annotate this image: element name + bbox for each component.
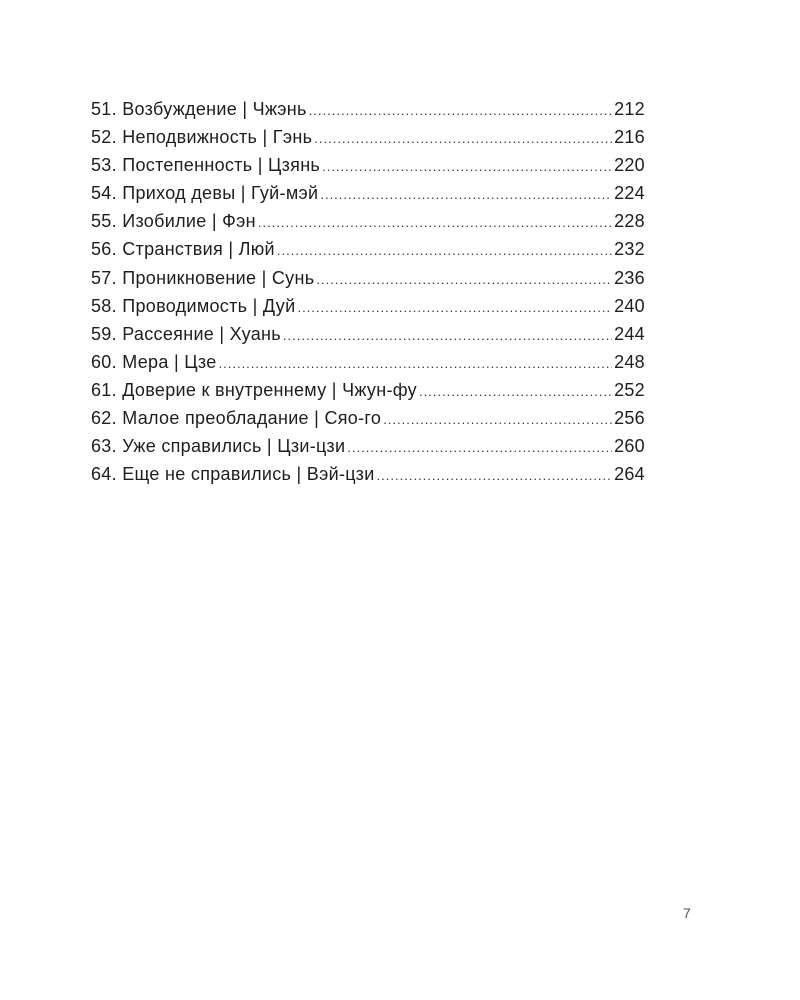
toc-entry[interactable] (91, 268, 645, 296)
toc-dot-leader (320, 187, 612, 202)
toc-entry-page: 224 (614, 183, 645, 204)
toc-dot-leader (258, 215, 612, 230)
toc-entry-title: 53. Постепенность | Цзянь (91, 155, 321, 176)
toc-dot-leader (419, 384, 612, 399)
toc-entry-title: 60. Мера | Цзе (91, 351, 217, 372)
toc-entry[interactable] (91, 211, 645, 239)
toc-entry-title: 51. Возбуждение | Чжэнь (91, 99, 307, 119)
toc-dot-leader (309, 103, 612, 118)
toc-entry-page: 264 (614, 464, 645, 485)
toc-dot-leader (316, 272, 612, 287)
toc-entry-title: 59. Рассеяние | Хуань (91, 323, 281, 344)
toc-entry-title: 63. Уже справились | Цзи-цзи (91, 436, 346, 457)
toc-entry[interactable] (91, 324, 645, 352)
toc-entry-title: 56. Странствия | Люй (91, 239, 275, 260)
toc-dot-leader (283, 328, 612, 343)
toc-dot-leader (377, 468, 613, 483)
toc-dot-leader (219, 356, 613, 371)
toc-entry-title: 64. Еще не справились | Вэй-цзи (91, 464, 375, 485)
toc-entry[interactable] (91, 239, 645, 267)
toc-entry-page: 228 (614, 211, 645, 232)
toc-entry-page: 260 (614, 436, 645, 457)
toc-entry-page: 212 (614, 99, 645, 119)
toc-dot-leader (314, 131, 612, 146)
toc-entry-page: 216 (614, 127, 645, 148)
toc-entry[interactable] (91, 296, 645, 324)
toc-entry[interactable] (91, 436, 645, 464)
toc-entry[interactable] (91, 155, 645, 183)
toc-entry-page: 232 (614, 239, 645, 260)
toc-entry[interactable] (91, 99, 645, 127)
toc-entry[interactable] (91, 127, 645, 155)
toc-dot-leader (322, 159, 612, 174)
toc-dot-leader (297, 300, 612, 315)
toc-entry-page: 256 (614, 408, 645, 429)
toc-entry-title: 58. Проводимость | Дуй (91, 295, 296, 316)
page-number: 7 (683, 905, 691, 921)
toc-entry-page: 252 (614, 379, 645, 400)
toc-entry[interactable] (91, 380, 645, 408)
toc-entry[interactable] (91, 464, 645, 492)
table-of-contents (91, 99, 645, 492)
toc-dot-leader (347, 440, 612, 455)
toc-entry-title: 52. Неподвижность | Гэнь (91, 127, 313, 148)
toc-entry[interactable] (91, 408, 645, 436)
toc-entry-page: 220 (614, 155, 645, 176)
toc-entry-title: 55. Изобилие | Фэн (91, 211, 256, 232)
toc-entry-title: 62. Малое преобладание | Сяо-го (91, 408, 382, 429)
toc-entry-title: 54. Приход девы | Гуй-мэй (91, 183, 319, 204)
toc-entry[interactable] (91, 183, 645, 211)
toc-entry-page: 248 (614, 351, 645, 372)
toc-entry[interactable] (91, 352, 645, 380)
toc-entry-page: 244 (614, 323, 645, 344)
toc-entry-title: 61. Доверие к внутреннему | Чжун-фу (91, 379, 417, 400)
toc-entry-title: 57. Проникновение | Сунь (91, 267, 315, 288)
toc-dot-leader (383, 412, 612, 427)
toc-entry-page: 240 (614, 295, 645, 316)
toc-dot-leader (277, 243, 612, 258)
toc-entry-page: 236 (614, 267, 645, 288)
